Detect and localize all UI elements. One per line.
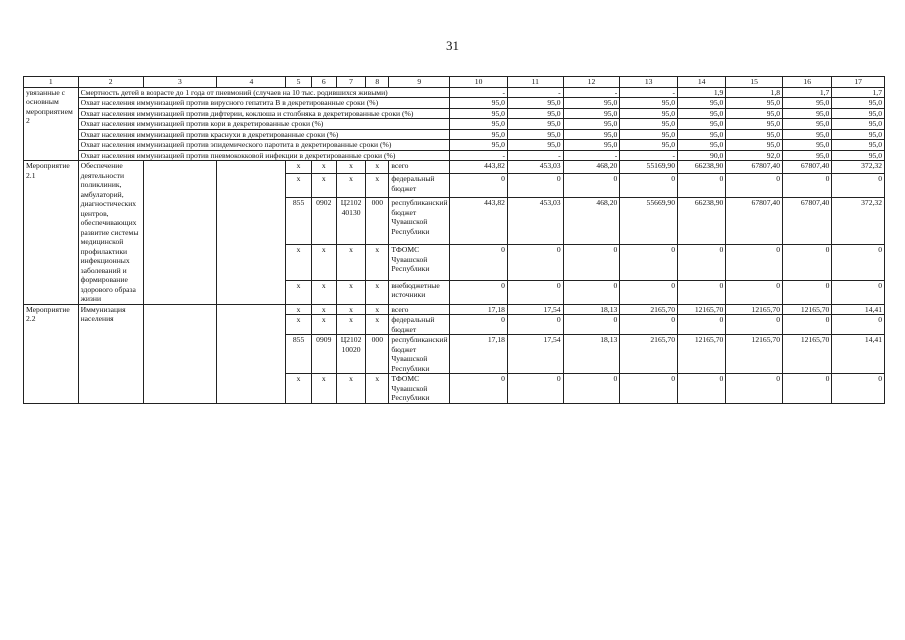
indicator-value: 95,0	[563, 98, 620, 108]
indicator-row	[24, 150, 885, 160]
indicator-value: 95,0	[450, 98, 508, 108]
indicator-value: 95,0	[783, 119, 832, 129]
funding-source: ТФОМС Чувашской Республики	[389, 374, 450, 403]
indicator-value: 95,0	[450, 119, 508, 129]
code-cell: x	[366, 161, 389, 174]
indicator-value: 95,0	[620, 119, 678, 129]
responsible-cell	[143, 161, 217, 304]
funding-source: всего	[389, 161, 450, 174]
funding-value: 0	[507, 315, 563, 335]
code-cell: x	[311, 245, 336, 281]
indicator-value: 95,0	[678, 129, 726, 139]
funding-value: 12165,70	[678, 335, 726, 374]
indicator-row	[24, 129, 885, 139]
funding-value: 0	[783, 374, 832, 403]
funding-value: 0	[832, 245, 885, 281]
header-cell: 12	[563, 77, 620, 88]
code-cell: x	[311, 374, 336, 403]
indicator-value: 95,0	[726, 140, 783, 150]
measure-name: Иммунизация населения	[78, 304, 143, 403]
funding-value: 0	[678, 315, 726, 335]
indicator-value: 95,0	[620, 108, 678, 118]
funding-value: 2165,70	[620, 304, 678, 314]
code-cell: x	[286, 280, 311, 304]
header-row	[24, 77, 885, 88]
funding-value: 0	[678, 374, 726, 403]
funding-value: 17,18	[450, 335, 508, 374]
funding-value: 443,82	[450, 161, 508, 174]
page-number: 31	[446, 38, 459, 53]
funding-source: федеральный бюджет	[389, 174, 450, 198]
indicator-value: 95,0	[507, 98, 563, 108]
code-cell: 855	[286, 198, 311, 245]
funding-value: 66238,90	[678, 161, 726, 174]
indicator-value: 95,0	[832, 129, 885, 139]
indicator-value: 95,0	[678, 98, 726, 108]
funding-value: 468,20	[563, 198, 620, 245]
code-cell: x	[366, 315, 389, 335]
funding-value: 0	[563, 174, 620, 198]
header-cell: 5	[286, 77, 311, 88]
indicator-value: -	[620, 88, 678, 98]
indicator-value: 95,0	[620, 129, 678, 139]
code-cell: 0902	[311, 198, 336, 245]
indicator-text: Охват населения иммунизацией против эпидемического паротита в декретированные сроки (%)	[78, 140, 450, 150]
funding-value: 453,03	[507, 161, 563, 174]
indicator-value: 95,0	[450, 140, 508, 150]
funding-value: 0	[678, 280, 726, 304]
funding-value: 372,32	[832, 198, 885, 245]
funding-value: 0	[507, 374, 563, 403]
funding-value: 0	[450, 374, 508, 403]
indicator-value: 95,0	[678, 140, 726, 150]
code-cell: 0909	[311, 335, 336, 374]
indicator-value: 95,0	[726, 98, 783, 108]
funding-value: 443,82	[450, 198, 508, 245]
indicator-text: Охват населения иммунизацией против краснухи в декретированные сроки (%)	[78, 129, 450, 139]
indicator-value: -	[450, 150, 508, 160]
indicator-value: 95,0	[832, 119, 885, 129]
indicator-value: 95,0	[563, 140, 620, 150]
funding-value: 67807,40	[783, 198, 832, 245]
indicator-value: 95,0	[726, 108, 783, 118]
code-cell: x	[366, 280, 389, 304]
code-cell: 855	[286, 335, 311, 374]
funding-value: 14,41	[832, 304, 885, 314]
indicator-row	[24, 88, 885, 98]
funding-value: 0	[620, 315, 678, 335]
indicator-value: 95,0	[507, 140, 563, 150]
funding-value: 453,03	[507, 198, 563, 245]
code-cell: x	[336, 245, 365, 281]
indicator-value: 95,0	[832, 140, 885, 150]
measure-label: Мероприятие 2.2	[24, 304, 79, 403]
indicator-value: -	[620, 150, 678, 160]
program-table	[23, 76, 885, 404]
code-cell: x	[286, 304, 311, 314]
indicator-value: 1,7	[832, 88, 885, 98]
code-cell: x	[336, 161, 365, 174]
indicator-value: 92,0	[726, 150, 783, 160]
funding-value: 0	[620, 174, 678, 198]
indicator-value: 95,0	[507, 108, 563, 118]
code-cell: x	[311, 174, 336, 198]
code-cell: x	[366, 304, 389, 314]
indicator-value: 1,8	[726, 88, 783, 98]
executor-cell	[217, 161, 286, 304]
funding-value: 0	[678, 174, 726, 198]
funding-value: 0	[563, 374, 620, 403]
indicator-value: 95,0	[783, 150, 832, 160]
code-cell: x	[336, 174, 365, 198]
indicator-value: 95,0	[620, 140, 678, 150]
indicator-row	[24, 108, 885, 118]
code-cell: x	[311, 161, 336, 174]
header-cell: 4	[217, 77, 286, 88]
header-cell: 13	[620, 77, 678, 88]
indicator-value: 95,0	[620, 98, 678, 108]
funding-value: 372,32	[832, 161, 885, 174]
funding-value: 0	[450, 280, 508, 304]
funding-value: 0	[726, 245, 783, 281]
funding-value: 468,20	[563, 161, 620, 174]
measure-label: Мероприятие 2.1	[24, 161, 79, 304]
funding-value: 66238,90	[678, 198, 726, 245]
code-cell: x	[286, 161, 311, 174]
indicator-value: -	[507, 88, 563, 98]
code-cell: x	[336, 304, 365, 314]
funding-value: 67807,40	[783, 161, 832, 174]
funding-value: 12165,70	[783, 335, 832, 374]
funding-source: внебюджетные источники	[389, 280, 450, 304]
funding-value: 67807,40	[726, 198, 783, 245]
code-cell: x	[311, 280, 336, 304]
header-cell: 16	[783, 77, 832, 88]
code-cell: x	[311, 315, 336, 335]
header-cell: 6	[311, 77, 336, 88]
code-cell: x	[286, 174, 311, 198]
indicator-value: -	[507, 150, 563, 160]
funding-value: 12165,70	[726, 304, 783, 314]
funding-row	[24, 161, 885, 174]
funding-value: 0	[450, 315, 508, 335]
funding-value: 0	[450, 245, 508, 281]
header-cell: 7	[336, 77, 365, 88]
funding-value: 55169,90	[620, 161, 678, 174]
indicator-value: 95,0	[450, 108, 508, 118]
header-cell: 11	[507, 77, 563, 88]
header-cell: 9	[389, 77, 450, 88]
code-cell: x	[336, 280, 365, 304]
funding-source: ТФОМС Чувашской Республики	[389, 245, 450, 281]
funding-value: 18,13	[563, 335, 620, 374]
header-cell: 3	[143, 77, 217, 88]
indicator-text: Охват населения иммунизацией против пневмококковой инфекции в декретированные сроки (%)	[78, 150, 450, 160]
funding-value: 0	[563, 280, 620, 304]
header-cell: 17	[832, 77, 885, 88]
funding-value: 14,41	[832, 335, 885, 374]
funding-value: 0	[507, 245, 563, 281]
funding-value: 0	[620, 245, 678, 281]
indicator-value: 95,0	[832, 98, 885, 108]
indicator-row	[24, 98, 885, 108]
indicator-value: 95,0	[450, 129, 508, 139]
header-cell: 1	[24, 77, 79, 88]
funding-value: 0	[620, 374, 678, 403]
funding-value: 0	[450, 174, 508, 198]
funding-value: 0	[563, 315, 620, 335]
funding-value: 0	[832, 174, 885, 198]
code-cell: x	[366, 374, 389, 403]
indicator-value: 1,9	[678, 88, 726, 98]
indicator-value: 95,0	[563, 119, 620, 129]
indicator-text: Смертность детей в возрасте до 1 года от пневмоний (случаев на 10 тыс. родившихся живыми)	[78, 88, 450, 98]
indicator-value: 95,0	[832, 150, 885, 160]
indicator-text: Охват населения иммунизацией против дифтерии, коклюша и столбняка в декретированные сроки (%)	[78, 108, 450, 118]
funding-value: 0	[832, 315, 885, 335]
code-cell: x	[336, 315, 365, 335]
funding-value: 0	[832, 374, 885, 403]
code-cell: Ц2102 10020	[336, 335, 365, 374]
funding-source: всего	[389, 304, 450, 314]
code-cell: 000	[366, 335, 389, 374]
funding-source: республиканский бюджет Чувашской Республики	[389, 198, 450, 245]
funding-row	[24, 304, 885, 314]
code-cell: x	[311, 304, 336, 314]
funding-value: 17,54	[507, 304, 563, 314]
executor-cell	[217, 304, 286, 403]
funding-value: 0	[563, 245, 620, 281]
indicator-value: 95,0	[563, 108, 620, 118]
indicator-value: -	[450, 88, 508, 98]
indicator-value: 95,0	[678, 119, 726, 129]
funding-value: 0	[832, 280, 885, 304]
funding-value: 0	[507, 174, 563, 198]
funding-value: 12165,70	[726, 335, 783, 374]
funding-value: 0	[783, 280, 832, 304]
indicator-value: 95,0	[726, 119, 783, 129]
header-cell: 8	[366, 77, 389, 88]
indicator-value: -	[563, 88, 620, 98]
indicator-value: 95,0	[783, 108, 832, 118]
header-cell: 14	[678, 77, 726, 88]
indicator-group-label: увязанные с основным мероприятием 2	[24, 88, 79, 161]
funding-value: 12165,70	[678, 304, 726, 314]
funding-value: 0	[620, 280, 678, 304]
funding-value: 0	[726, 374, 783, 403]
funding-value: 2165,70	[620, 335, 678, 374]
indicator-value: -	[563, 150, 620, 160]
funding-value: 0	[507, 280, 563, 304]
responsible-cell	[143, 304, 217, 403]
indicator-value: 1,7	[783, 88, 832, 98]
header-cell: 10	[450, 77, 508, 88]
indicator-value: 95,0	[507, 129, 563, 139]
indicator-value: 95,0	[832, 108, 885, 118]
funding-value: 67807,40	[726, 161, 783, 174]
code-cell: 000	[366, 198, 389, 245]
code-cell: x	[286, 245, 311, 281]
indicator-row	[24, 119, 885, 129]
code-cell: x	[286, 315, 311, 335]
funding-value: 0	[678, 245, 726, 281]
measure-name: Обеспечение деятельности поликлиник, амбулаторий, диагностических центров, обеспечивающих развитие системы медицинской профилактики инфекционных заболеваний и формирование здорового образа жизни	[78, 161, 143, 304]
header-cell: 2	[78, 77, 143, 88]
code-cell: Ц2102 40130	[336, 198, 365, 245]
indicator-value: 95,0	[783, 140, 832, 150]
indicator-text: Охват населения иммунизацией против кори в декретированные сроки (%)	[78, 119, 450, 129]
code-cell: x	[286, 374, 311, 403]
funding-value: 0	[726, 280, 783, 304]
header-cell: 15	[726, 77, 783, 88]
indicator-value: 95,0	[783, 129, 832, 139]
indicator-text: Охват населения иммунизацией против вирусного гепатита В в декретированные сроки (%)	[78, 98, 450, 108]
indicator-value: 95,0	[563, 129, 620, 139]
funding-value: 17,18	[450, 304, 508, 314]
indicator-value: 95,0	[726, 129, 783, 139]
indicator-value: 95,0	[507, 119, 563, 129]
funding-value: 0	[726, 174, 783, 198]
indicator-row	[24, 140, 885, 150]
code-cell: x	[366, 174, 389, 198]
funding-value: 0	[783, 245, 832, 281]
indicator-value: 95,0	[678, 108, 726, 118]
funding-value: 55669,90	[620, 198, 678, 245]
funding-value: 0	[726, 315, 783, 335]
funding-value: 12165,70	[783, 304, 832, 314]
funding-value: 0	[783, 174, 832, 198]
funding-value: 18,13	[563, 304, 620, 314]
funding-value: 0	[783, 315, 832, 335]
code-cell: x	[336, 374, 365, 403]
indicator-value: 90,0	[678, 150, 726, 160]
indicator-value: 95,0	[783, 98, 832, 108]
code-cell: x	[366, 245, 389, 281]
funding-source: республиканский бюджет Чувашской Республики	[389, 335, 450, 374]
funding-value: 17,54	[507, 335, 563, 374]
funding-source: федеральный бюджет	[389, 315, 450, 335]
